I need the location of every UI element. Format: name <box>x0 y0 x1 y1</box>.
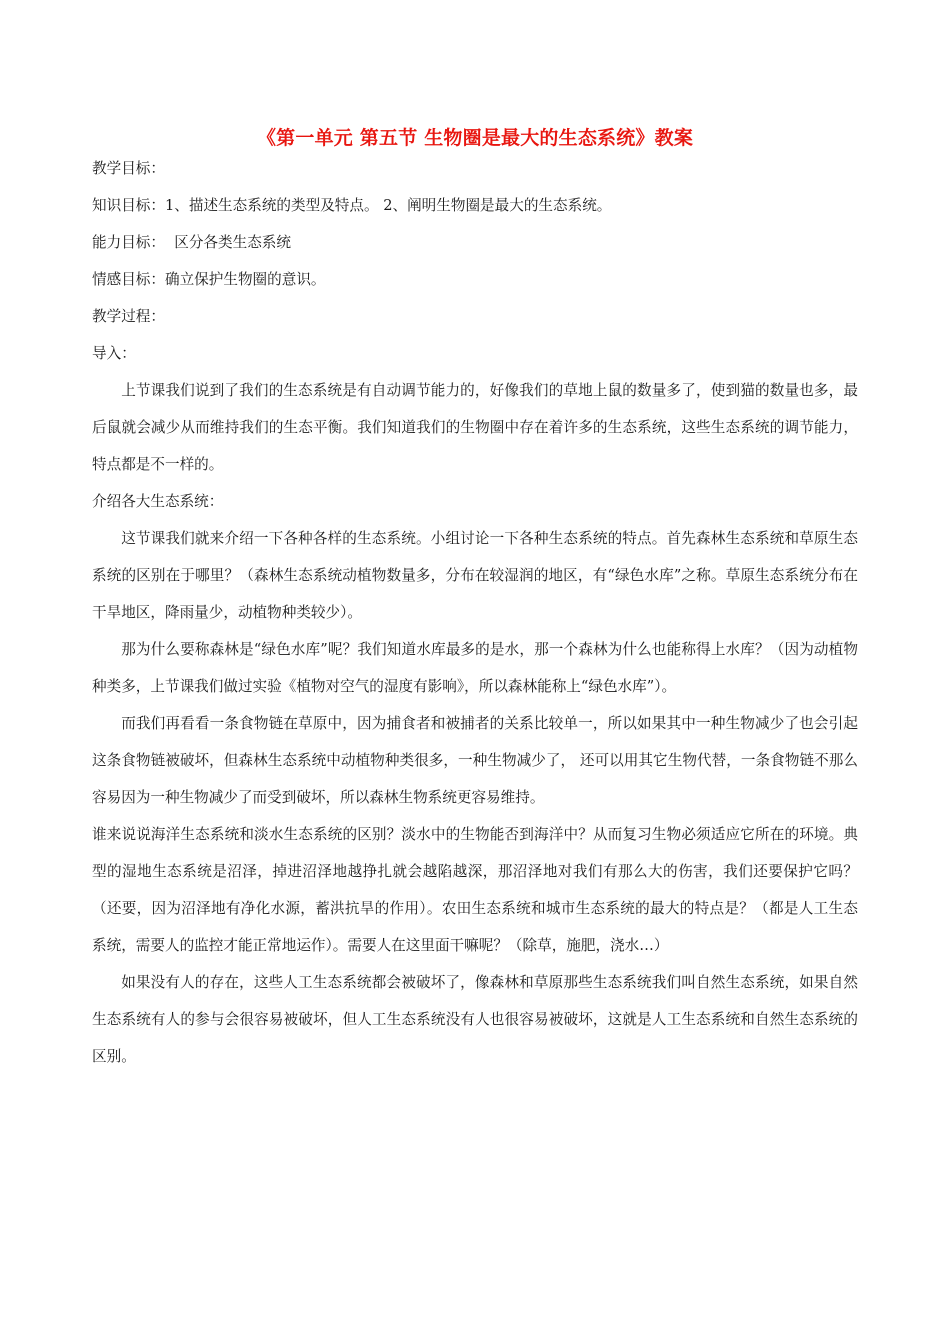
knowledge-goal: 知识目标：1、描述生态系统的类型及特点。 2、阐明生物圈是最大的生态系统。 <box>92 197 612 214</box>
paragraph-green-reservoir: 那为什么要称森林是“绿色水库”呢？我们知道水库最多的是水，那一个森林为什么也能称得上水库？（因为动植物种类多，上节课我们做过实验《植物对空气的湿度有影响》，所以森林能称上“绿色水库”）。 <box>92 641 858 695</box>
ecosystems-heading: 介绍各大生态系统： <box>92 493 224 510</box>
document-title: 《第一单元 第五节 生物圈是最大的生态系统》教案 <box>256 127 694 149</box>
ability-goal: 能力目标： 区分各类生态系统 <box>92 234 291 251</box>
objectives-heading: 教学目标： <box>92 160 165 177</box>
paragraph-ocean-wetland: 谁来说说海洋生态系统和淡水生态系统的区别？淡水中的生物能否到海洋中？从而复习生物必须适应它所在的环境。典型的湿地生态系统是沼泽，掉进沼泽地越挣扎就会越陷越深，那沼泽地对我们有那么大的伤害，我们还要保护它吗？（还要，因为沼泽地有净化水源，蓄洪抗旱的作用）。农田生态系统和城市生态系统的最大的特点是？（都是人工生态系统，需要人的监控才能正常地运作）。需要人在这里面干嘛呢？（除草，施肥，浇水…） <box>92 826 858 954</box>
paragraph-artificial-natural: 如果没有人的存在，这些人工生态系统都会被破坏了，像森林和草原那些生态系统我们叫自然生态系统，如果自然生态系统有人的参与会很容易被破坏，但人工生态系统没有人也很容易被破坏，这就是人工生态系统和自然生态系统的区别。 <box>92 974 858 1065</box>
intro-paragraph: 上节课我们说到了我们的生态系统是有自动调节能力的，好像我们的草地上鼠的数量多了，使到猫的数量也多，最后鼠就会减少从而维持我们的生态平衡。我们知道我们的生物圈中存在着许多的生态系统，这些生态系统的调节能力，特点都是不一样的。 <box>92 382 858 473</box>
paragraph-forest-grassland: 这节课我们就来介绍一下各种各样的生态系统。小组讨论一下各种生态系统的特点。首先森林生态系统和草原生态系统的区别在于哪里？（森林生态系统动植物数量多，分布在较湿润的地区，有“绿色水库”之称。草原生态系统分布在干旱地区，降雨量少，动植物种类较少）。 <box>92 530 858 621</box>
document-body <box>92 150 858 1075</box>
intro-heading: 导入： <box>92 345 136 362</box>
paragraph-food-chain: 而我们再看看一条食物链在草原中，因为捕食者和被捕者的关系比较单一，所以如果其中一种生物减少了也会引起这条食物链被破坏，但森林生态系统中动植物种类很多，一种生物减少了， 还可以用其它生物代替，一条食物链不那么容易因为一种生物减少了而受到破坏，所以森林生物系统更容易维持。 <box>92 715 858 806</box>
process-heading: 教学过程： <box>92 308 165 325</box>
emotion-goal: 情感目标：确立保护生物圈的意识。 <box>92 271 326 288</box>
